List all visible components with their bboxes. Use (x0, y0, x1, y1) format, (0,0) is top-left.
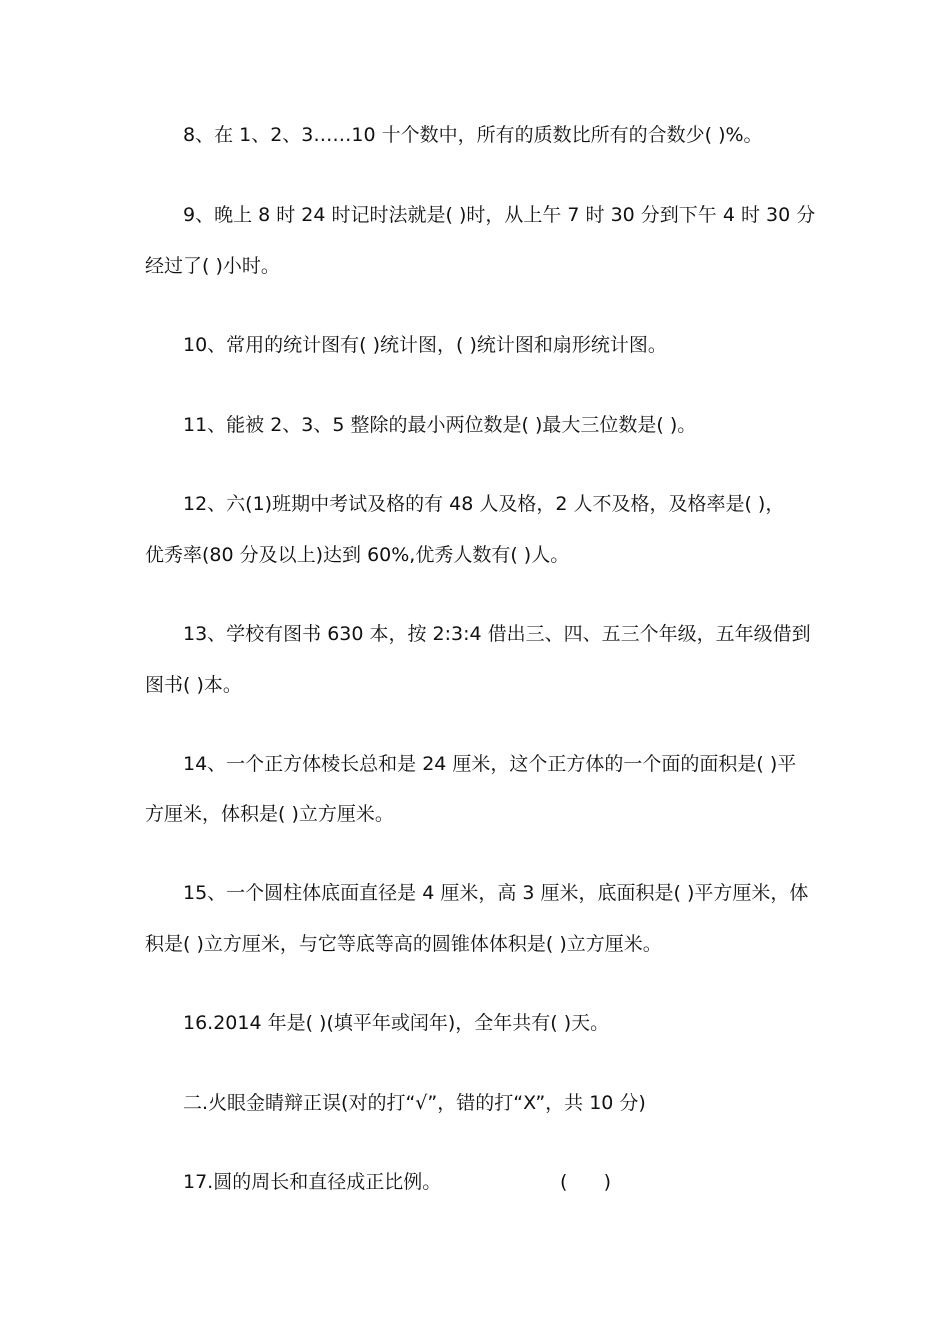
question-10-line-1: 10、常用的统计图有( )统计图，( )统计图和扇形统计图。 (183, 334, 667, 356)
question-15-line-1: 15、一个圆柱体底面直径是 4 厘米，高 3 厘米，底面积是( )平方厘米，体 (183, 882, 809, 904)
question-16-line-1: 16.2014 年是( )(填平年或闰年)，全年共有( )天。 (183, 1012, 610, 1034)
question-14-line-1: 14、一个正方体棱长总和是 24 厘米，这个正方体的一个面的面积是( )平 (183, 753, 797, 775)
question-13-line-1: 13、学校有图书 630 本，按 2:3:4 借出三、四、五三个年级，五年级借到 (183, 623, 811, 645)
question-8-line-1: 8、在 1、2、3……10 十个数中，所有的质数比所有的合数少( )%。 (183, 124, 763, 146)
question-17-text: 17.圆的周长和直径成正比例。 (183, 1171, 442, 1193)
question-9-line-2: 经过了( )小时。 (145, 255, 280, 277)
question-11-line-1: 11、能被 2、3、5 整除的最小两位数是( )最大三位数是( )。 (183, 414, 697, 436)
section-2-heading: 二.火眼金睛辩正误(对的打“√”，错的打“X”，共 10 分) (183, 1092, 646, 1114)
question-12-line-1: 12、六(1)班期中考试及格的有 48 人及格，2 人不及格，及格率是( )， (183, 493, 785, 515)
question-13-line-2: 图书( )本。 (145, 674, 242, 696)
question-15-line-2: 积是( )立方厘米，与它等底等高的圆锥体体积是( )立方厘米。 (145, 933, 662, 955)
question-12-line-2: 优秀率(80 分及以上)达到 60%,优秀人数有( )人。 (145, 544, 570, 566)
question-17-answer-bracket: ( ) (560, 1171, 612, 1193)
question-9-line-1: 9、晚上 8 时 24 时记时法就是( )时，从上午 7 时 30 分到下午 4 时 30 分 (183, 204, 816, 226)
question-14-line-2: 方厘米，体积是( )立方厘米。 (145, 803, 394, 825)
